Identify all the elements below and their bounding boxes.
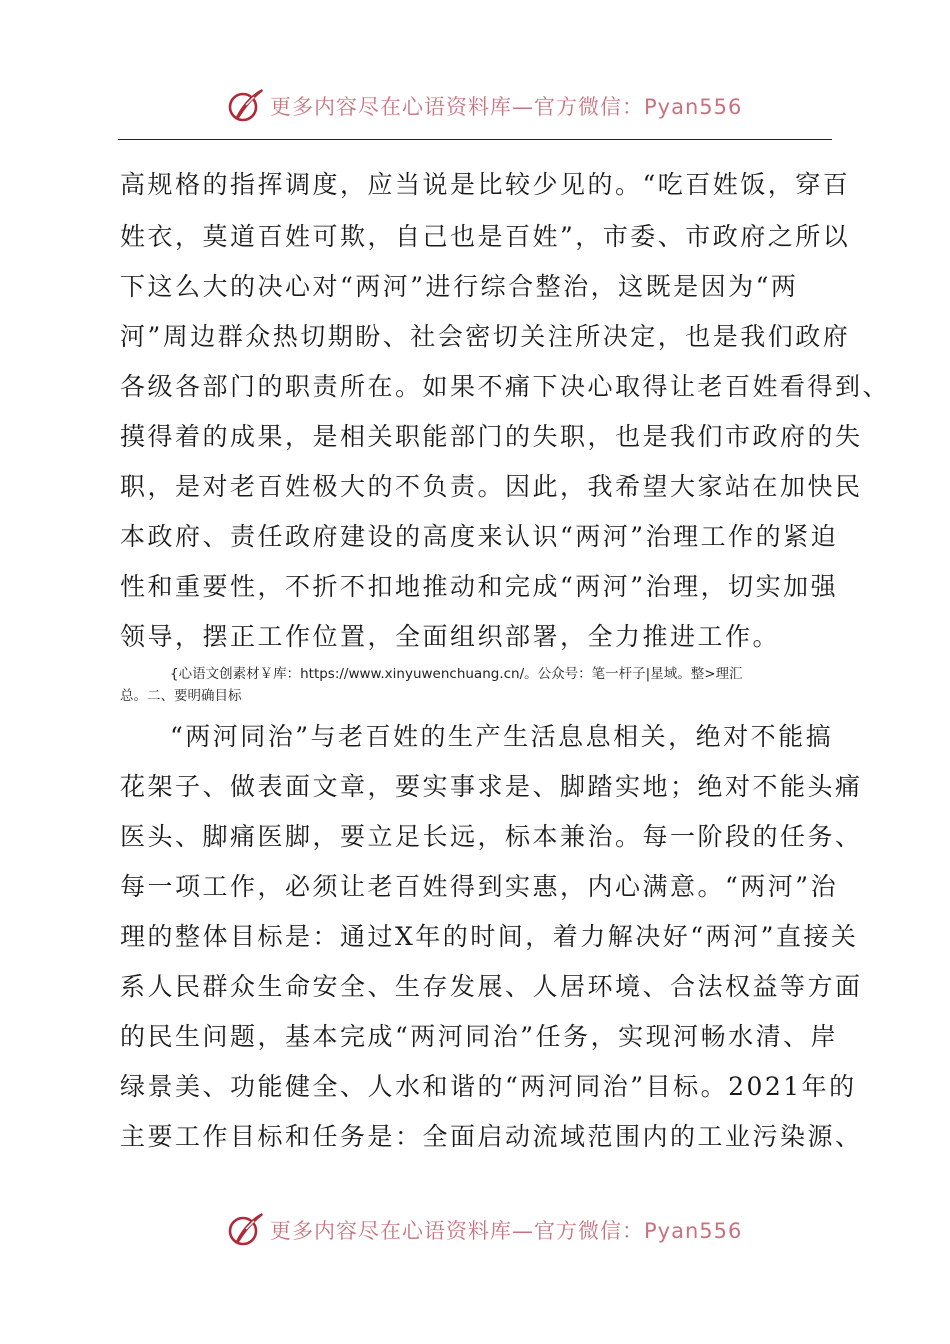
paragraph-line: 每一项工作，必须让老百姓得到实惠，内心满意。“两河”治 (120, 872, 839, 901)
header-banner-text: 更多内容尽在心语资料库—官方微信：Pyan556 (270, 95, 743, 119)
paragraph-line: 本政府、责任政府建设的高度来认识“两河”治理工作的紧迫 (120, 522, 839, 551)
paragraph-line: 职，是对老百姓极大的不负责。因此，我希望大家站在加快民 (120, 472, 863, 501)
quill-logo-icon (226, 86, 266, 126)
source-note-line: {心语文创素材￥库：https://www.xinyuwenchuang.cn/。公众号：笔一杆子|星域。整>理汇 (170, 666, 743, 682)
header-banner (226, 84, 742, 128)
paragraph-line: 各级各部门的职责所在。如果不痛下决心取得让老百姓看得到、 (120, 372, 891, 401)
paragraph-line: 性和重要性，不折不扣地推动和完成“两河”治理，切实加强 (120, 572, 839, 601)
footer-banner (226, 1208, 742, 1252)
quill-logo-icon (226, 1210, 266, 1250)
paragraph-line: 花架子、做表面文章，要实事求是、脚踏实地；绝对不能头痛 (120, 772, 863, 801)
paragraph-line: 摸得着的成果，是相关职能部门的失职，也是我们市政府的失 (120, 422, 863, 451)
paragraph-line: 领导，摆正工作位置，全面组织部署，全力推进工作。 (120, 622, 781, 651)
paragraph-line: 高规格的指挥调度，应当说是比较少见的。“吃百姓饭，穿百 (120, 170, 851, 199)
paragraph-line: 医头、脚痛医脚，要立足长远，标本兼治。每一阶段的任务、 (120, 822, 863, 851)
paragraph-line: 系人民群众生命安全、生存发展、人居环境、合法权益等方面 (120, 972, 863, 1001)
header-divider (118, 139, 832, 140)
paragraph-line: 河”周边群众热切期盼、社会密切关注所决定，也是我们政府 (120, 322, 851, 351)
footer-banner-text: 更多内容尽在心语资料库—官方微信：Pyan556 (270, 1219, 743, 1243)
paragraph-line: 的民生问题，基本完成“两河同治”任务，实现河畅水清、岸 (120, 1022, 839, 1051)
paragraph-line: 下这么大的决心对“两河”进行综合整治，这既是因为“两 (120, 272, 799, 301)
paragraph-line: “两河同治”与老百姓的生产生活息息相关，绝对不能搞 (170, 722, 834, 751)
paragraph-line: 理的整体目标是：通过X年的时间，着力解决好“两河”直接关 (120, 922, 859, 951)
paragraph-line: 姓衣，莫道百姓可欺，自己也是百姓”，市委、市政府之所以 (120, 222, 851, 251)
paragraph-line: 主要工作目标和任务是：全面启动流域范围内的工业污染源、 (120, 1122, 863, 1151)
section-heading-line: 总。二、要明确目标 (120, 688, 242, 704)
paragraph-line: 绿景美、功能健全、人水和谐的“两河同治”目标。2021年的 (120, 1072, 857, 1101)
